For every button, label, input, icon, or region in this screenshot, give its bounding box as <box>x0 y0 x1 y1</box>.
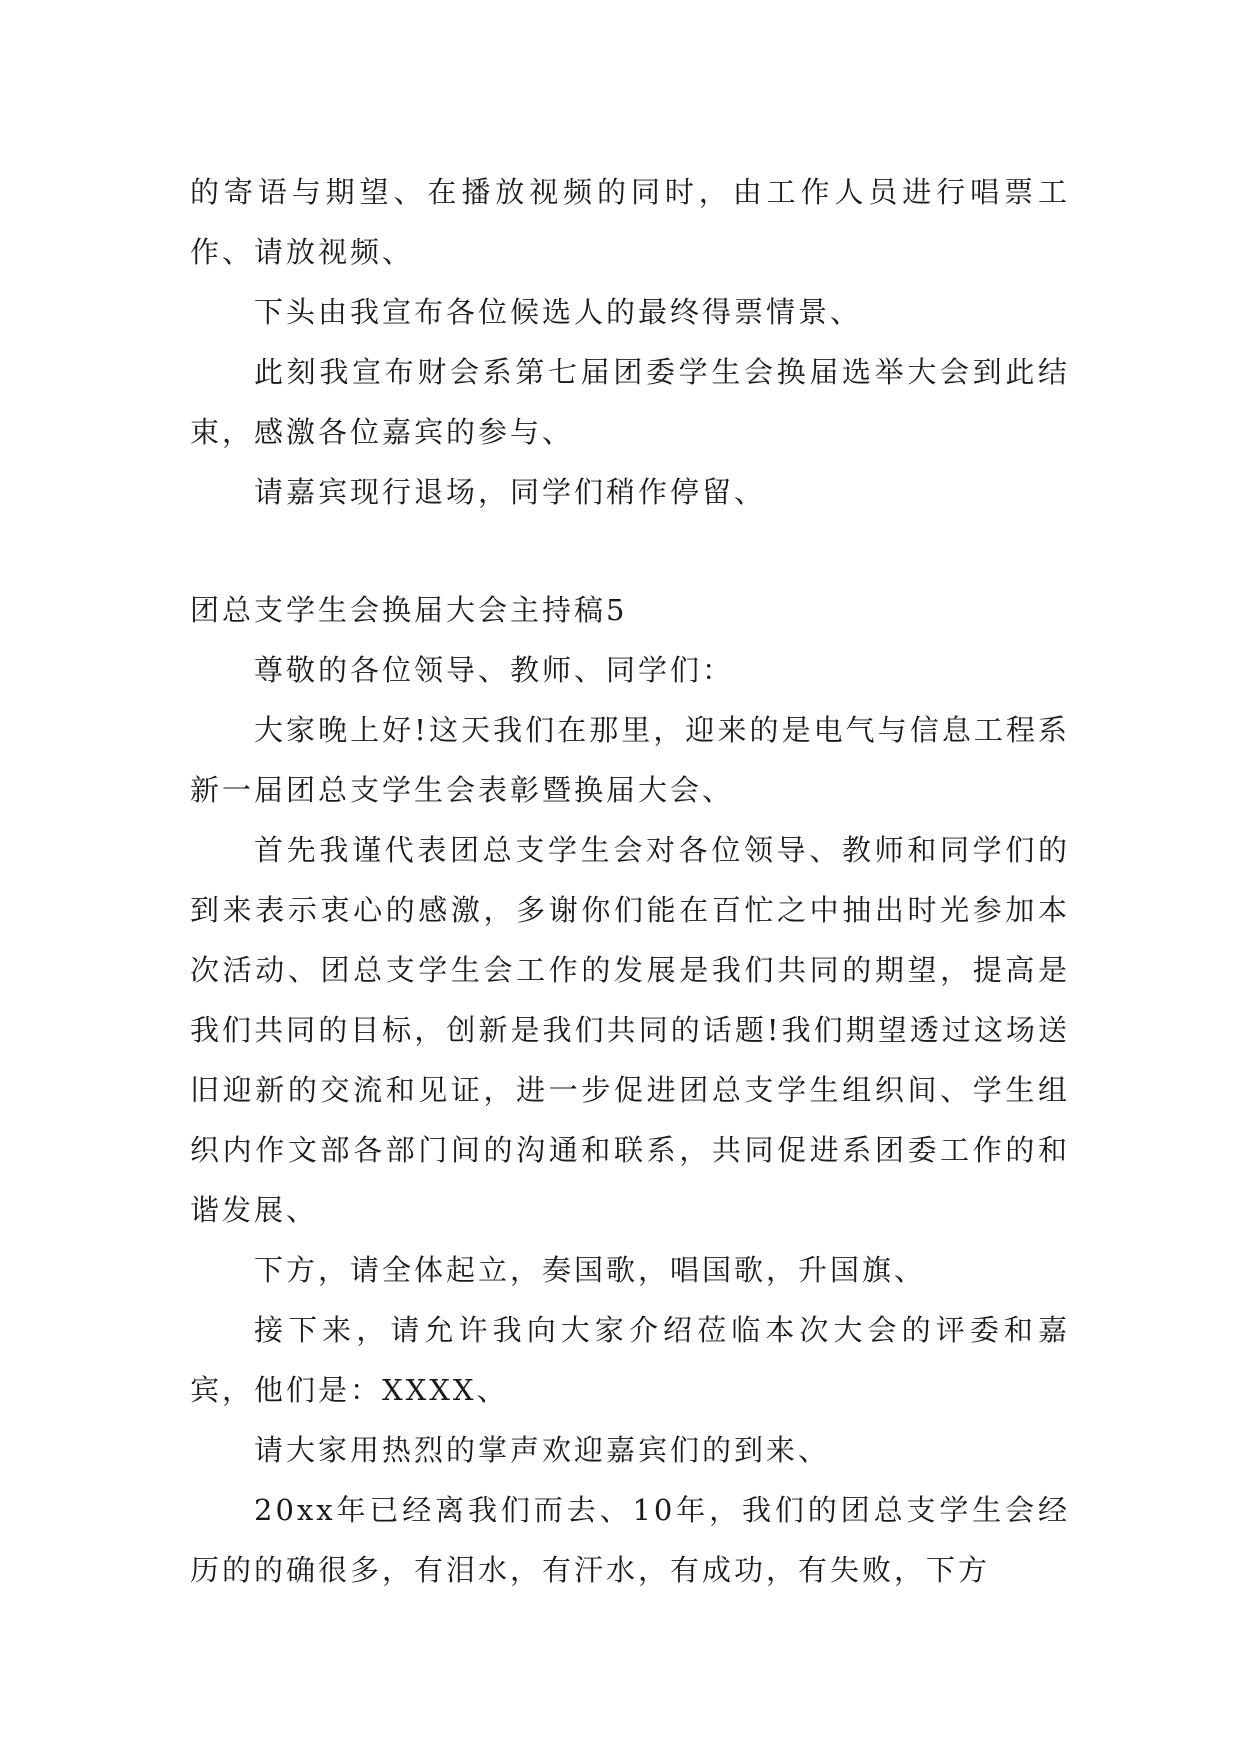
paragraph: 接下来，请允许我向大家介绍莅临本次大会的评委和嘉宾，他们是：XXXX、 <box>190 1313 1070 1407</box>
paragraph: 请大家用热烈的掌声欢迎嘉宾们的到来、 <box>254 1433 831 1467</box>
paragraph: 20xx年已经离我们而去、10年，我们的团总支学生会经历的的确很多，有泪水，有汗水，有成功，有失败，下方 <box>190 1493 1070 1587</box>
paragraph: 下头由我宣布各位候选人的最终得票情景、 <box>254 295 863 329</box>
paragraph: 请嘉宾现行退场，同学们稍作停留、 <box>254 475 767 509</box>
paragraph: 大家晚上好!这天我们在那里，迎来的是电气与信息工程系新一届团总支学生会表彰暨换届大会、 <box>190 713 1070 807</box>
section-heading: 团总支学生会换届大会主持稿5 <box>190 593 628 627</box>
paragraph: 首先我谨代表团总支学生会对各位领导、教师和同学们的到来表示衷心的感激，多谢你们能在百忙之中抽出时光参加本次活动、团总支学生会工作的发展是我们共同的期望，提高是我们共同的目标，创新是我们共同的话题!我们期望透过这场送旧迎新的交流和见证，进一步促进团总支学生组织间、学生组织内作文部各部门间的沟通和联系，共同促进系团委工作的和谐发展、 <box>190 833 1070 1227</box>
paragraph: 的寄语与期望、在播放视频的同时，由工作人员进行唱票工作、请放视频、 <box>190 175 1070 269</box>
paragraph: 下方，请全体起立，奏国歌，唱国歌，升国旗、 <box>254 1253 927 1287</box>
paragraph: 此刻我宣布财会系第七届团委学生会换届选举大会到此结束，感激各位嘉宾的参与、 <box>190 355 1070 449</box>
paragraph: 尊敬的各位领导、教师、同学们： <box>254 653 735 687</box>
document-body <box>190 162 1070 1600</box>
